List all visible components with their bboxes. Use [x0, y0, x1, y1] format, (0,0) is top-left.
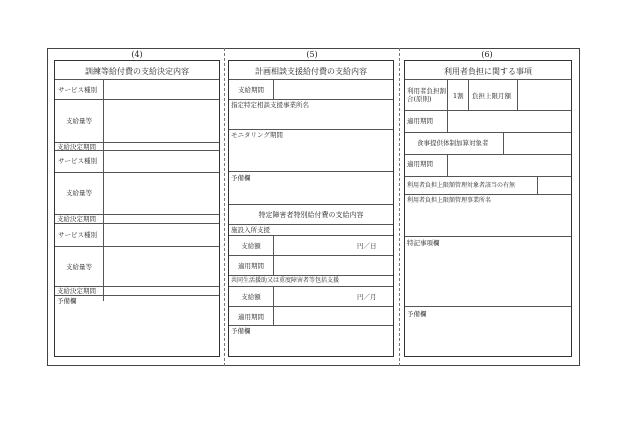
- remarks-label: 予備欄: [407, 310, 427, 318]
- applicable-period-label: 適用期間: [238, 262, 264, 270]
- special-benefit-title: 特定障害者特別給付費の支給内容: [258, 211, 364, 219]
- amount-label: 支給量等: [66, 117, 92, 125]
- remarks-label: 予備欄: [231, 174, 251, 182]
- service-type-label: サービス種別: [58, 86, 97, 94]
- facility-support-label: 施設入所支援: [231, 226, 270, 234]
- monitoring-period-label: モニタリング期間: [231, 131, 283, 139]
- amount-label: 支給量等: [66, 189, 92, 197]
- remarks-label: 予備欄: [231, 327, 251, 335]
- column-divider: [399, 48, 400, 366]
- management-office-label: 利用者負担上限額管理事業所名: [407, 197, 492, 204]
- section-title: 訓練等給付費の支給決定内容: [85, 67, 189, 76]
- monthly-limit-label: 負担上限月額: [472, 92, 511, 100]
- section-title: 利用者負担に関する事項: [444, 67, 532, 76]
- per-month-unit: 円／月: [357, 293, 377, 301]
- amount-label: 支給額: [241, 293, 261, 301]
- service-type-label: サービス種別: [58, 231, 97, 239]
- training-benefit-section: [54, 60, 220, 357]
- column-number-4: (4): [131, 50, 143, 59]
- meal-provision-label: 食事提供体制加算対象者: [417, 139, 489, 147]
- consultation-benefit-section: [228, 60, 394, 357]
- decision-period-label: 支給決定期間: [57, 215, 96, 223]
- decision-period-label: 支給決定期間: [57, 143, 96, 151]
- applicable-period-label: 適用期間: [238, 313, 264, 321]
- amount-label: 支給量等: [66, 263, 92, 271]
- column-divider: [224, 48, 225, 366]
- group-home-label: 共同生活援助又は重度障害者等包括支援: [231, 277, 340, 284]
- burden-ratio-label: 利用者負担割合(原則): [407, 87, 446, 104]
- user-burden-section: [404, 60, 572, 357]
- per-day-unit: 円／日: [357, 242, 377, 250]
- decision-period-label: 支給決定期間: [57, 287, 96, 295]
- column-number-6: (6): [481, 50, 493, 59]
- amount-label: 支給額: [241, 242, 261, 250]
- payment-period-label: 支給期間: [238, 86, 264, 94]
- burden-ratio-value: 1割: [453, 92, 464, 100]
- section-title: 計画相談支援給付費の支給内容: [255, 67, 367, 76]
- office-name-label: 指定特定相談支援事業所名: [231, 101, 309, 109]
- management-flag-label: 利用者負担上限額管理対象者該当の有無: [407, 182, 516, 189]
- remarks-label: 予備欄: [57, 297, 77, 305]
- special-notes-label: 特記事項欄: [407, 239, 440, 247]
- applicable-period-label: 適用期間: [407, 160, 433, 168]
- service-type-label: サービス種別: [58, 157, 97, 165]
- applicable-period-label: 適用期間: [407, 117, 433, 125]
- column-number-5: (5): [306, 50, 318, 59]
